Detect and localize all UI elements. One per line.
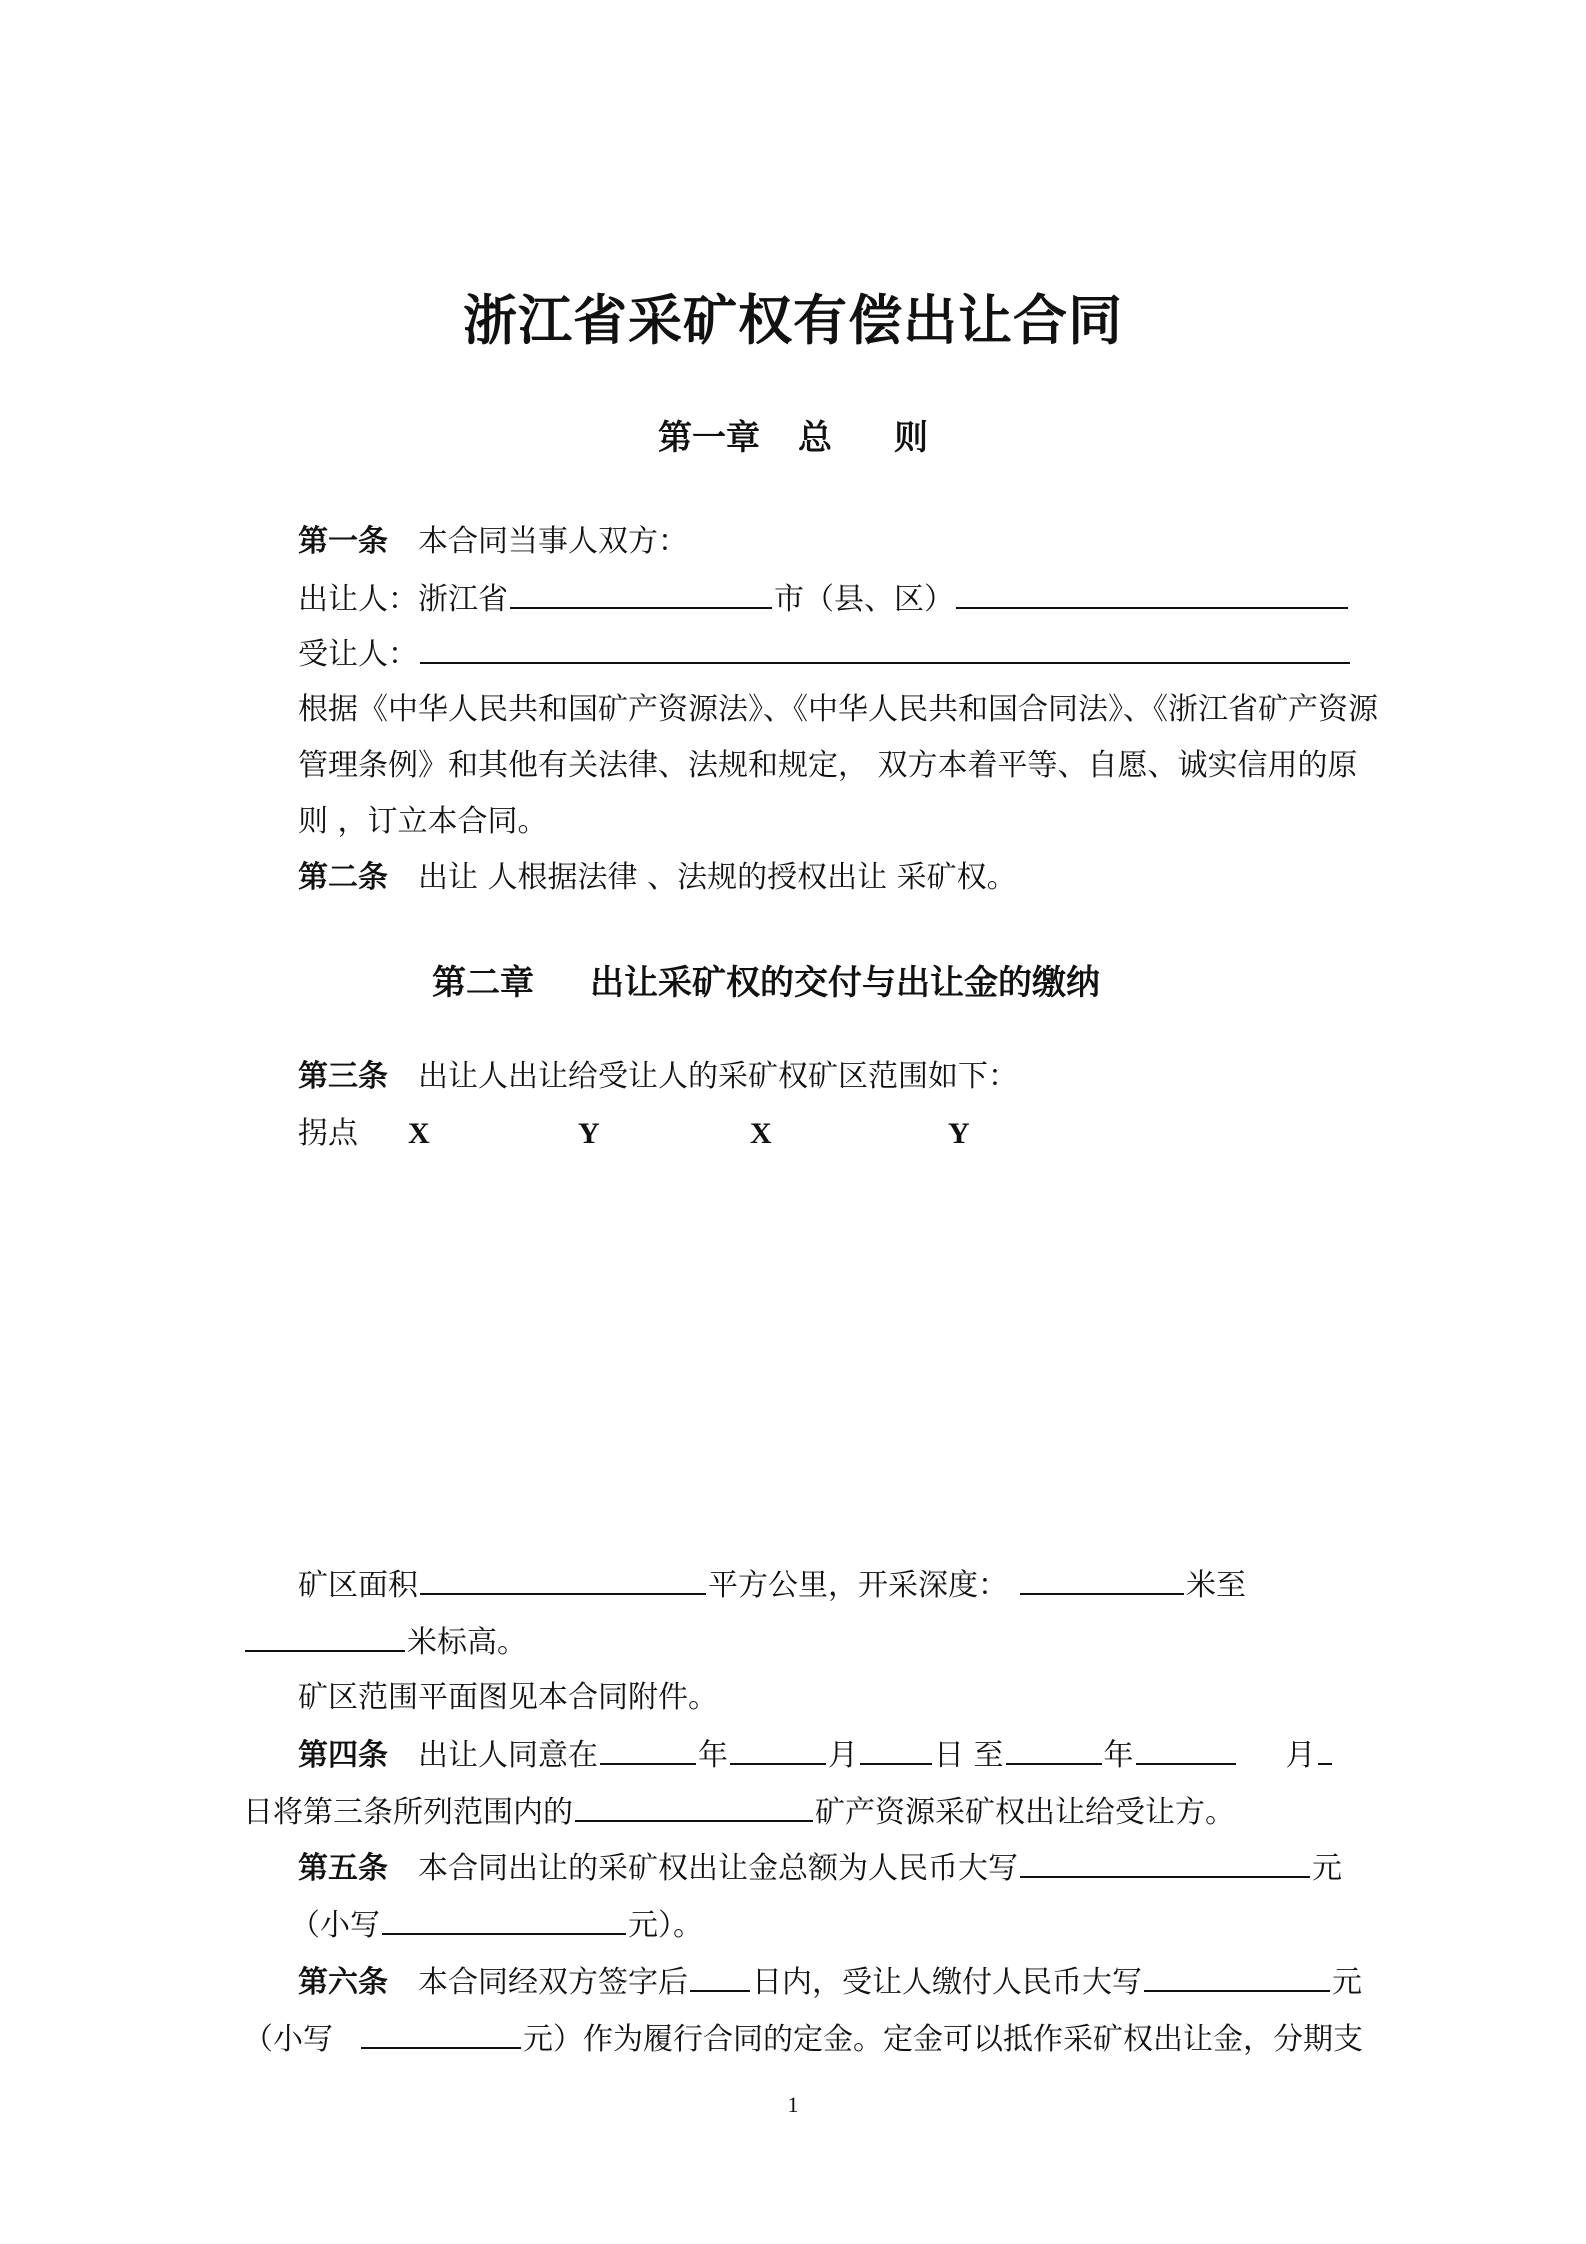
- basis-line-3: 则 ，订立本合同。: [298, 804, 548, 839]
- article-2-text: 出让 人根据法律 、法规的授权出让 采矿权。: [418, 860, 1017, 895]
- article-1: [298, 520, 688, 564]
- article-4-line-1: [298, 1733, 1334, 1778]
- total-fee-numeric-blank[interactable]: [382, 1903, 626, 1935]
- article-4-label: 第四条: [298, 1738, 388, 1773]
- article-6-line-2: [243, 2017, 1363, 2062]
- start-year-label: 年: [698, 1738, 728, 1773]
- end-year-label: 年: [1103, 1738, 1134, 1773]
- article-5-lowercase-label: （小写: [290, 1908, 380, 1943]
- basis-line-2: 管理条例》和其他有关法律、法规和规定， 双方本着平等、自愿、诚实信用的原: [298, 748, 1358, 783]
- chapter-1-word-2: 则: [894, 418, 928, 458]
- mining-elevation-blank[interactable]: [245, 1620, 405, 1652]
- transferor-district-label: 市（县、区）: [774, 582, 954, 617]
- end-month-blank[interactable]: [1136, 1733, 1236, 1765]
- deposit-days-blank[interactable]: [690, 1960, 750, 1992]
- coordinate-header: [298, 1112, 1198, 1156]
- article-6-label: 第六条: [298, 1965, 388, 2000]
- article-5-line-2: [290, 1903, 703, 1948]
- article-1-text: 本合同当事人双方：: [418, 524, 688, 559]
- transferee-label: 受让人：: [298, 637, 418, 672]
- article-2: [298, 856, 1017, 900]
- mining-area-line: [298, 1563, 1246, 1608]
- transferee-line: [298, 632, 1352, 677]
- article-5-text: 本合同出让的采矿权出让金总额为人民币大写: [418, 1851, 1018, 1886]
- article-6-lowercase-label: （小写: [243, 2022, 333, 2057]
- transferor-label: 出让人：浙江省: [298, 582, 508, 617]
- coord-x-2: X: [750, 1117, 772, 1150]
- deposit-capital-blank[interactable]: [1144, 1960, 1330, 1992]
- mining-depth-to-label: 米至: [1186, 1568, 1246, 1603]
- article-1-label: 第一条: [298, 524, 388, 559]
- end-month-label: 月: [1285, 1738, 1316, 1773]
- start-day-label: 日 至: [934, 1738, 1004, 1773]
- coordinate-point-label: 拐点: [298, 1116, 358, 1151]
- start-year-blank[interactable]: [600, 1733, 696, 1765]
- article-4-line-2-tail: 矿产资源采矿权出让给受让方。: [815, 1795, 1235, 1830]
- basis-line-1: 根据《中华人民共和国矿产资源法》、《中华人民共和国合同法》、《浙江省矿产资源: [298, 692, 1378, 727]
- article-5-label: 第五条: [298, 1851, 388, 1886]
- total-fee-capital-blank[interactable]: [1020, 1846, 1310, 1878]
- chapter-1-heading: [658, 410, 928, 459]
- article-6-text-2: 日内，受让人缴付人民币大写: [752, 1965, 1142, 2000]
- article-6-line-1: [298, 1960, 1362, 2005]
- article-3: [298, 1055, 1018, 1099]
- map-note: 矿区范围平面图见本合同附件。: [298, 1680, 718, 1715]
- article-4-text: 出让人同意在: [418, 1738, 598, 1773]
- article-6-line-2-text: 元）作为履行合同的定金。定金可以抵作采矿权出让金，分期支: [523, 2022, 1363, 2057]
- article-3-label: 第三条: [298, 1059, 388, 1094]
- mining-elevation-line: [243, 1620, 527, 1665]
- chapter-2-title: 出让采矿权的交付与出让金的缴纳: [590, 963, 1100, 1003]
- chapter-2-heading: [432, 955, 1100, 1004]
- transferor-city-blank[interactable]: [510, 577, 772, 609]
- coord-y-1: Y: [578, 1117, 600, 1150]
- chapter-2-label: 第二章: [432, 963, 534, 1003]
- transferor-line: [298, 577, 1350, 622]
- chapter-1-word-1: 总: [798, 418, 832, 458]
- article-2-label: 第二条: [298, 860, 388, 895]
- article-4-line-2-text: 日将第三条所列范围内的: [243, 1795, 573, 1830]
- end-day-blank[interactable]: [1318, 1733, 1332, 1765]
- mining-area-label: 矿区面积: [298, 1568, 418, 1603]
- mining-elevation-label: 米标高。: [407, 1625, 527, 1660]
- mining-depth-from-blank[interactable]: [1020, 1563, 1184, 1595]
- start-day-blank[interactable]: [860, 1733, 932, 1765]
- mining-depth-label: 平方公里，开采深度：: [708, 1568, 1008, 1603]
- document-title: 浙江省采矿权有偿出让合同: [463, 288, 1123, 352]
- article-5-lowercase-tail: 元）。: [628, 1908, 703, 1943]
- mineral-type-blank[interactable]: [575, 1790, 813, 1822]
- article-3-text: 出让人出让给受让人的采矿权矿区范围如下：: [418, 1059, 1018, 1094]
- coord-y-2: Y: [948, 1117, 970, 1150]
- article-4-line-2: [243, 1790, 1235, 1835]
- start-month-blank[interactable]: [730, 1733, 826, 1765]
- transferee-blank[interactable]: [420, 632, 1350, 664]
- coord-x-1: X: [408, 1117, 430, 1150]
- article-6-yuan: 元: [1332, 1965, 1362, 2000]
- start-month-label: 月: [828, 1738, 858, 1773]
- transferor-district-blank[interactable]: [956, 577, 1348, 609]
- page-number: 1: [787, 2092, 799, 2117]
- chapter-1-label: 第一章: [658, 418, 760, 458]
- article-5-yuan: 元: [1312, 1851, 1342, 1886]
- deposit-numeric-blank[interactable]: [361, 2017, 521, 2049]
- article-6-text: 本合同经双方签字后: [418, 1965, 688, 2000]
- mining-area-blank[interactable]: [420, 1563, 706, 1595]
- article-5-line-1: [298, 1846, 1342, 1891]
- end-year-blank[interactable]: [1006, 1733, 1102, 1765]
